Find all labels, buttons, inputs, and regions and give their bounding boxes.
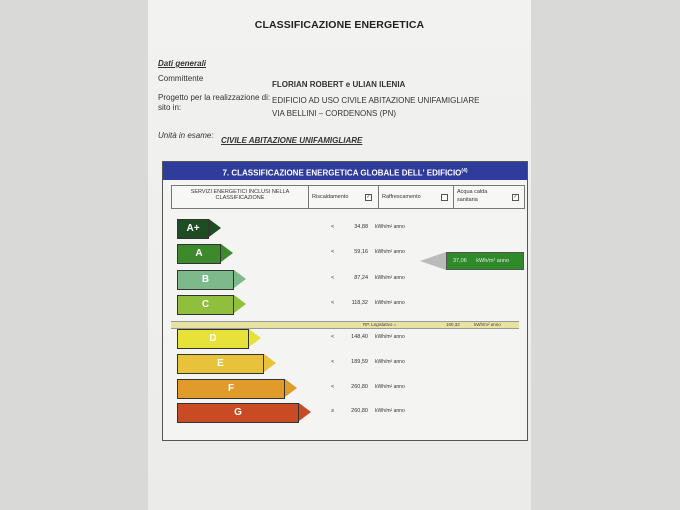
energy-class-unit: kWh/m² anno [375,408,405,414]
energy-class-unit: kWh/m² anno [375,300,405,306]
energy-classification-table [162,161,528,441]
services-label-cell [172,186,309,208]
energy-class-comparator: < [331,249,335,255]
energy-class-tip [221,244,233,262]
service-water-checkbox: ✓ [513,194,518,200]
building-indicator-pointer [420,252,446,270]
energy-class-comparator: < [331,384,335,390]
energy-class-tip [264,354,276,372]
energy-class-threshold: 260,80 [351,408,368,414]
energy-class-unit: kWh/m² anno [375,359,405,365]
energy-class-unit: kWh/m² anno [375,384,405,390]
energy-class-threshold: 118,32 [351,300,368,306]
document-title: CLASSIFICAZIONE ENERGETICA [254,19,425,31]
service-water-label-1: Acqua calda [457,189,488,195]
service-heating [309,186,379,208]
table-header [163,162,527,180]
energy-class-label: D [177,329,249,349]
sito-value: VIA BELLINI – CORDENONS (PN) [272,109,397,118]
energy-class-unit: kWh/m² anno [375,249,405,255]
building-indicator [446,252,524,270]
energy-class-tip [285,379,297,397]
progetto-label: Progetto per la realizzazione di: [158,93,271,102]
table-header-note: (4) [461,168,468,174]
document-page [148,0,531,510]
service-water-label-2: sanitaria [457,197,478,203]
committente-value: FLORIAN ROBERT e ULIAN ILENIA [272,80,406,89]
legislative-unit: kWh/m² anno [474,322,501,327]
energy-class-comparator: < [331,359,335,365]
energy-class-comparator: < [331,275,335,281]
energy-class-label: G [177,403,299,423]
energy-class-unit: kWh/m² anno [375,275,405,281]
energy-class-threshold: 260,80 [351,384,368,390]
energy-class-threshold: 189,59 [351,359,368,365]
building-indicator-value: 37,06 [453,258,467,264]
service-cooling-label: Raffrescamento [382,194,421,200]
legislative-label: RP. Legislativo = [363,322,397,327]
sito-label: sito in: [158,103,182,112]
unita-label: Unità in esame: [158,131,214,140]
energy-class-unit: kWh/m² anno [375,224,405,230]
service-cooling-checkbox [441,194,448,201]
energy-class-unit: kWh/m² anno [375,334,405,340]
energy-class-tip [249,329,261,347]
unita-value: CIVILE ABITAZIONE UNIFAMIGLIARE [221,136,363,145]
energy-class-comparator: ≥ [331,408,335,414]
energy-class-comparator: < [331,224,335,230]
service-water [454,186,524,208]
energy-class-tip [299,403,311,421]
energy-class-label: F [177,379,285,399]
energy-class-threshold: 34,88 [354,224,368,230]
services-label-line1: SERVIZI ENERGETICI INCLUSI NELLA [190,189,290,195]
legislative-value: 160,32 [446,322,460,327]
energy-class-tip [234,295,246,313]
table-header-text: 7. CLASSIFICAZIONE ENERGETICA GLOBALE DELL' EDIFICIO [222,168,462,178]
progetto-value: EDIFICIO AD USO CIVILE ABITAZIONE UNIFAMIGLIARE [272,96,480,105]
energy-class-threshold: 87,24 [354,275,368,281]
energy-class-label: B [177,270,234,290]
energy-class-threshold: 148,40 [351,334,368,340]
energy-class-label: E [177,354,264,374]
section-general-heading: Dati generali [158,59,207,68]
energy-class-label: C [177,295,234,315]
services-row [171,185,525,209]
service-heating-checkbox: ✓ [366,194,371,200]
energy-class-comparator: < [331,334,335,340]
energy-class-label: A+ [177,219,209,239]
legislative-limit-band [171,321,519,329]
energy-class-threshold: 59,16 [354,249,368,255]
service-cooling [379,186,454,208]
energy-class-label: A [177,244,221,264]
energy-class-tip [209,219,221,237]
service-heating-label: Riscaldamento [312,194,349,200]
building-indicator-unit: kWh/m² anno [476,258,510,264]
energy-class-tip [234,270,246,288]
committente-label: Committente [158,74,204,83]
energy-class-comparator: < [331,300,335,306]
services-label-line2: CLASSIFICAZIONE [215,195,265,201]
